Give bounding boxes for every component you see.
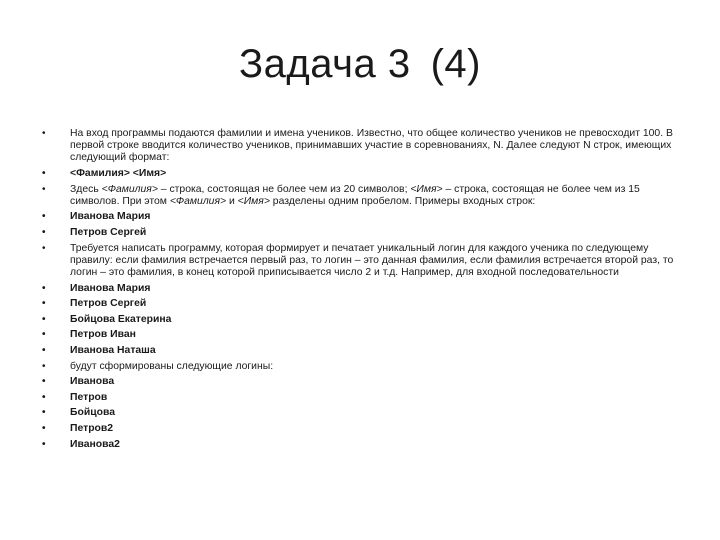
desc-text-3: – строка, состоящая не более чем из 15 символов. При этом bbox=[70, 183, 640, 207]
desc-text-1: Здесь bbox=[70, 183, 102, 195]
bullet-intro: • На вход программы подаются фамилии и имена учеников. Известно, что общее количество учеников не превосходит 100. В первой строке вводится количество учеников, принимавших участие в соревнованиях, N. Далее следуют N строк, имеющих следующий формат: bbox=[42, 128, 690, 165]
input-line-3: • Бойцова Екатерина bbox=[42, 314, 690, 326]
login-line-5: • Иванова2 bbox=[42, 439, 690, 451]
bullet-task: • Требуется написать программу, которая формирует и печатает уникальный логин для каждого ученика по следующему правилу: если фамилия встречается первый раз, то логин – это данная фамилия, если фамилия встречается второй раз, то логин – это фамилия, в конец которой приписывается число 2 и т.д. Например, для входной последовательности bbox=[42, 243, 690, 280]
login-line-4: • Петров2 bbox=[42, 423, 690, 435]
desc-text-5: разделены одним пробелом. Примеры входных строк: bbox=[269, 195, 536, 207]
desc-field-name: <Имя> bbox=[410, 183, 443, 195]
desc-field-name-2: <Имя> bbox=[237, 195, 270, 207]
example-line-2: • Петров Сергей bbox=[42, 227, 690, 239]
slide-title bbox=[0, 42, 720, 87]
login-line-2: • Петров bbox=[42, 392, 690, 404]
desc-field-surname-2: <Фамилия> bbox=[169, 195, 227, 207]
bullet-result-intro: • будут сформированы следующие логины: bbox=[42, 361, 690, 373]
bullet-format: • <Фамилия> <Имя> bbox=[42, 168, 690, 180]
input-line-2: • Петров Сергей bbox=[42, 298, 690, 310]
input-line-5: • Иванова Наташа bbox=[42, 345, 690, 357]
example-line-1: • Иванова Мария bbox=[42, 211, 690, 223]
title-main: Задача 3 bbox=[239, 42, 411, 86]
input-line-4: • Петров Иван bbox=[42, 329, 690, 341]
desc-text-2: – строка, состоящая не более чем из 20 символов; bbox=[157, 183, 411, 195]
login-line-1: • Иванова bbox=[42, 376, 690, 388]
bullet-list bbox=[42, 128, 690, 454]
title-sub: (4) bbox=[430, 42, 481, 86]
input-line-1: • Иванова Мария bbox=[42, 283, 690, 295]
login-line-3: • Бойцова bbox=[42, 407, 690, 419]
desc-field-surname: <Фамилия> bbox=[101, 183, 158, 195]
bullet-description bbox=[42, 184, 690, 208]
desc-text-4: и bbox=[226, 195, 238, 207]
